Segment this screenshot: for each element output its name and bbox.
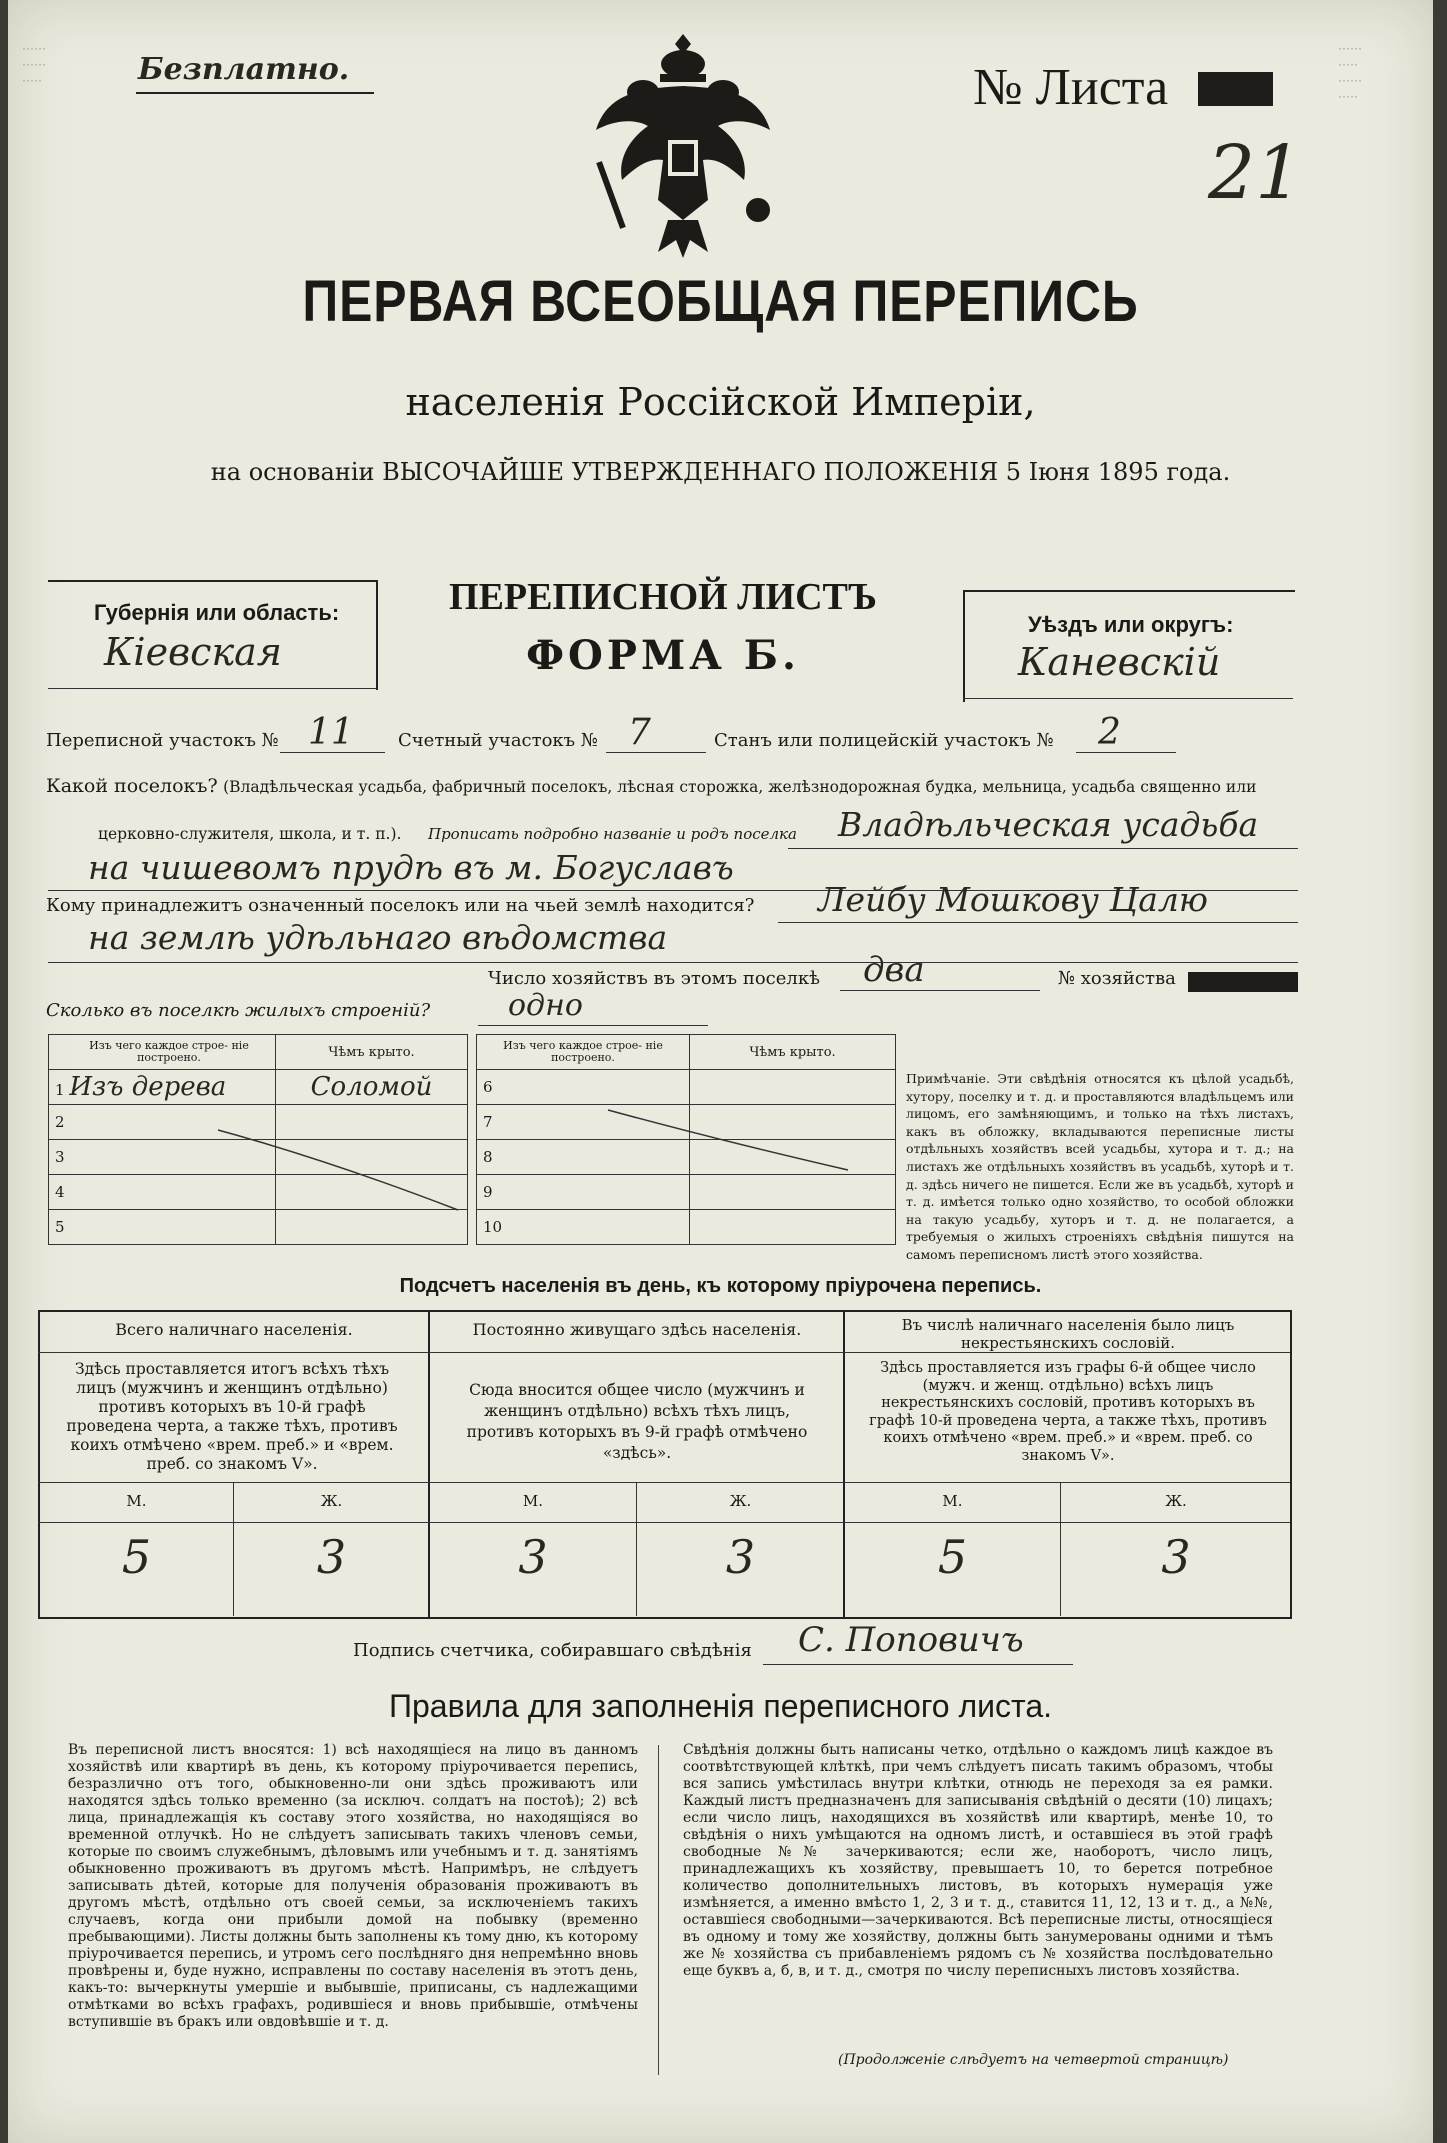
population-header-line <box>38 1352 1290 1353</box>
row-number: 4 <box>55 1183 65 1201</box>
row-number: 10 <box>483 1218 503 1236</box>
settlement-hint-2: церковно-служителя, школа, и т. п.). <box>98 825 402 843</box>
imperial-eagle-crest <box>588 30 778 260</box>
col1-male-label: М. <box>126 1492 147 1510</box>
population-heading: Подсчетъ населенія въ день, къ которому пріурочена перепись. <box>399 1275 1042 1297</box>
settlement-underline-1 <box>788 848 1298 849</box>
col2-female-value: 3 <box>725 1530 756 1584</box>
bleed-through-left: ······ ······ ····· <box>22 41 46 87</box>
strike-line-right <box>598 1100 858 1180</box>
uezd-value: Каневскій <box>1018 640 1221 684</box>
population-col-split-3 <box>1060 1482 1061 1616</box>
row-number: 7 <box>483 1113 493 1131</box>
building-row-10 <box>477 1210 690 1245</box>
row-number: 3 <box>55 1148 65 1166</box>
strike-line-left <box>208 1110 468 1220</box>
settlement-value-1: Владѣльческая усадьба <box>838 805 1259 844</box>
population-col1-title: Всего наличнаго населенія. <box>115 1320 353 1339</box>
legal-basis: на основаніи ВЫСОЧАЙШЕ УТВЕРЖДЕННАГО ПОЛОЖЕНІЯ 5 Іюня 1895 года. <box>210 458 1231 486</box>
sheet-number-label: № Листа <box>973 59 1169 116</box>
counting-district-underline <box>606 752 706 753</box>
col1-female-label: Ж. <box>320 1492 343 1510</box>
col3-female-label: Ж. <box>1165 1492 1187 1510</box>
col1-male-value: 5 <box>121 1530 152 1584</box>
row-number: 5 <box>55 1218 65 1236</box>
police-district-value: 2 <box>1098 712 1121 753</box>
col2-female-label: Ж. <box>729 1492 752 1510</box>
free-underline <box>136 92 374 94</box>
col3-female-value: 3 <box>1161 1530 1191 1584</box>
free-label: Безплатно. <box>138 52 350 87</box>
building-roof: Соломой <box>276 1070 468 1105</box>
uezd-label: Уѣздъ или округъ: <box>1028 612 1234 637</box>
gubernia-underline <box>48 688 376 689</box>
settlement-question-row <box>46 775 1306 797</box>
building-material: Изъ дерева <box>69 1072 227 1102</box>
census-district-underline <box>280 752 385 753</box>
page-subtitle: населенія Россійской Имперіи, <box>405 380 1036 424</box>
settlement-hint-3: Прописать подробно названіе и родъ поселка <box>428 825 797 843</box>
form-sheet-title: ПЕРЕПИСНОЙ ЛИСТЪ <box>449 576 877 618</box>
households-value: два <box>863 950 925 990</box>
buildings-value: одно <box>508 988 583 1023</box>
rules-heading: Правила для заполненія переписного листа. <box>389 1688 1052 1724</box>
row-number: 8 <box>483 1148 493 1166</box>
form-type-label: ФОРМА Б. <box>526 632 800 679</box>
building-roof <box>690 1210 896 1245</box>
buildings-underline <box>478 1025 708 1026</box>
settlement-question: Какой поселокъ? <box>46 775 218 797</box>
bleed-through-right: ······ ····· ······ ····· <box>1338 41 1362 103</box>
signature-label: Подпись счетчика, собиравшаго свѣдѣнія <box>353 1640 752 1661</box>
building-row-1 <box>49 1070 276 1105</box>
col3-male-value: 5 <box>937 1530 968 1584</box>
sheet-number-redaction <box>1198 72 1273 106</box>
owner-question: Кому принадлежитъ означенный поселокъ или на чьей землѣ находится? <box>46 895 755 916</box>
rules-divider <box>658 1745 659 2075</box>
households-label: Число хозяйствъ въ этомъ поселкѣ <box>488 968 820 989</box>
population-col3-title: Въ числѣ наличнаго населенія было лицъ некрестьянскихъ сословій. <box>901 1316 1235 1352</box>
col-material-header: Изъ чего каждое строе- ніе построено. <box>477 1035 690 1070</box>
household-number-redaction <box>1188 972 1298 992</box>
population-col3-desc: Здѣсь проставляется изъ графы 6-й общее число (мужч. и женщ. отдѣльно) всѣхъ лицъ некрестьянскихъ сословій, противъ которыхъ въ графѣ 10-й проведена черта, а также тѣхъ, противъ коихъ отмѣчено «врем. преб.» и «врем. преб. со знакомъ V». <box>869 1360 1267 1464</box>
signature-underline <box>763 1664 1073 1665</box>
census-sheet-page <box>8 0 1433 2143</box>
population-col2-title: Постоянно живущаго здѣсь населенія. <box>472 1320 802 1339</box>
row-number: 6 <box>483 1078 493 1096</box>
gubernia-value: Кіевская <box>104 630 282 674</box>
rules-left-column: Въ переписной листъ вносятся: 1) всѣ находящіеся на лицо въ данномъ хозяйствѣ или квартирѣ въ день, къ которому пріурочивается перепись, безразлично отъ того, обыкновенно-ли они здѣсь проживаютъ или находятся здѣсь только временно (за исключ. солдатъ на постоѣ); 2) всѣ лица, принадлежащія къ составу этого хозяйства, но находящіяся во временной отлучкѣ. Но не слѣдуетъ записывать такихъ членовъ семьи, которые по своимъ служебнымъ, дѣловымъ или учебнымъ и т. д. занятіямъ обыкновенно проживаютъ въ другомъ мѣстѣ. Напримѣръ, не слѣдуетъ записывать дѣтей, которые для полученія образованія проживаютъ въ другомъ мѣстѣ, отдѣльно отъ своей семьи, за исключеніемъ такихъ случаевъ, когда они прибыли домой на побывку (временно пребывающими). Листы должны быть заполнены къ тому дню, къ которому пріурочивается перепись, и утромъ сего послѣдняго дня непремѣнно вновь провѣрены и, буде нужно, исправлены по составу населенія въ этотъ день, какъ-то: вычеркнуты умершіе и выбывшіе, приписаны, съ надлежащими отмѣтками во всѣхъ графахъ, родившіеся и вновь прибывшіе, отмѣчены вступившіе въ бракъ или овдовѣвшіе и т. д. <box>68 1742 638 2030</box>
col2-male-value: 3 <box>518 1530 548 1584</box>
signature-value: С. Поповичъ <box>798 1620 1024 1660</box>
col3-male-label: М. <box>942 1492 963 1510</box>
population-mf-line <box>38 1482 1290 1483</box>
buildings-question: Сколько въ поселкѣ жилыхъ строеній? <box>46 1000 431 1021</box>
row-number: 1 <box>55 1081 65 1099</box>
uezd-underline <box>963 698 1293 699</box>
settlement-value-2: на чишевомъ прудѣ въ м. Богуславъ <box>88 848 734 887</box>
buildings-note: Примѣчаніе. Эти свѣдѣнія относятся къ цѣлой усадьбѣ, хутору, поселку и т. д. и проставляются владѣльцемъ или лицомъ, его замѣняющимъ, и только на тѣхъ листахъ, какъ въ обложку, вкладываются переписные листы отдѣльныхъ хозяйствъ всей усадьбы, хутора и т. д.; на листахъ же отдѣльныхъ хозяйствъ въ усадьбѣ, хуторѣ и т. д. здѣсь ничего не пишется. Если же въ усадьбѣ, хуторѣ и т. д. имѣется только одно хозяйство, то особой обложки на такую усадьбу, хуторъ и т. д. не полагается, а требуемыя о жилыхъ строеніяхъ свѣдѣнія пишутся на самомъ переписномъ листѣ этого хозяйства. <box>906 1071 1294 1262</box>
rules-right-column: Свѣдѣнія должны быть написаны четко, отдѣльно о каждомъ лицѣ каждое въ соотвѣтствующей клѣткѣ, при чемъ слѣдуетъ писать такимъ образомъ, чтобы вся запись умѣстилась внутри клѣтки, отнюдь не переходя за ея рамки. Каждый листъ предназначенъ для записыванія свѣдѣній о десяти (10) лицахъ; если число лицъ, находящихся въ хозяйствѣ или квартирѣ, менѣе 10, то свѣдѣнія о нихъ умѣщаются на одномъ листѣ, и оставшіеся въ этой графѣ свободные №№ зачеркиваются; если же, наоборотъ, число лицъ, принадлежащихъ къ хозяйству, превышаетъ 10, то берется потребное количество дополнительныхъ листовъ, въ которыхъ нумерація уже измѣняется, а именно вмѣсто 1, 2, 3 и т. д., ставится 11, 12, 13 и т. д., а №№, оставшіеся свободными—зачеркиваются. Всѣ переписные листы, относящіеся въ одному и тому же хозяйству, должны быть занумерованы одними и тѣмъ же № хозяйства съ прибавленіемъ рядомъ съ № хозяйства послѣдовательно еще буквъ а, б, в, и т. д., смотря по числу переписныхъ листовъ хозяйства. <box>683 1742 1273 1979</box>
police-district-underline <box>1076 752 1176 753</box>
households-underline <box>840 990 1040 991</box>
owner-value-2: на землѣ удѣльнаго вѣдомства <box>88 918 668 957</box>
gubernia-label: Губернія или область: <box>94 600 340 625</box>
owner-value-1: Лейбу Мошкову Цалю <box>818 880 1208 919</box>
col2-male-label: М. <box>522 1492 544 1510</box>
census-district-label: Переписной участокъ № <box>46 730 279 751</box>
counting-district-label: Счетный участокъ № <box>398 730 598 751</box>
sheet-number-handwritten: 21 <box>1208 130 1303 216</box>
settlement-hint: (Владѣльческая усадьба, фабричный поселокъ, лѣсная сторожка, желѣзнодорожная будка, мельница, усадьба священно или <box>223 778 1257 796</box>
page-title: ПЕРВАЯ ВСЕОБЩАЯ ПЕРЕПИСЬ <box>302 269 1139 334</box>
row-number: 9 <box>483 1183 493 1201</box>
population-col-split-1 <box>233 1482 234 1616</box>
row-number: 2 <box>55 1113 65 1131</box>
population-col-split-2 <box>636 1482 637 1616</box>
census-district-value: 11 <box>308 712 354 753</box>
col-roof-header: Чѣмъ крыто. <box>690 1035 896 1070</box>
population-col2-desc: Сюда вносится общее число (мужчинъ и женщинъ отдѣльно) всѣхъ тѣхъ лицъ, противъ которыхъ въ 9-й графѣ отмѣчено «здѣсь». <box>466 1381 808 1462</box>
population-col1-desc: Здѣсь проставляется итогъ всѣхъ тѣхъ лицъ (мужчинъ и женщинъ отдѣльно) противъ которыхъ въ 10-й графѣ проведена черта, а также тѣхъ, противъ коихъ отмѣчено «врем. преб.» и «врем. преб. со знакомъ V». <box>66 1360 398 1473</box>
population-values-line <box>38 1522 1290 1523</box>
rules-continued: (Продолженіе слѣдуетъ на четвертой страницѣ) <box>838 2052 1229 2068</box>
col-material-header: Изъ чего каждое строе- ніе построено. <box>49 1035 276 1070</box>
owner-underline-2 <box>48 962 1298 963</box>
household-number-label: № хозяйства <box>1058 968 1176 989</box>
owner-underline-1 <box>778 922 1298 923</box>
col-roof-header: Чѣмъ крыто. <box>276 1035 468 1070</box>
col1-female-value: 3 <box>316 1530 347 1584</box>
police-district-label: Станъ или полицейскій участокъ № <box>714 730 1054 751</box>
counting-district-value: 7 <box>628 712 651 753</box>
